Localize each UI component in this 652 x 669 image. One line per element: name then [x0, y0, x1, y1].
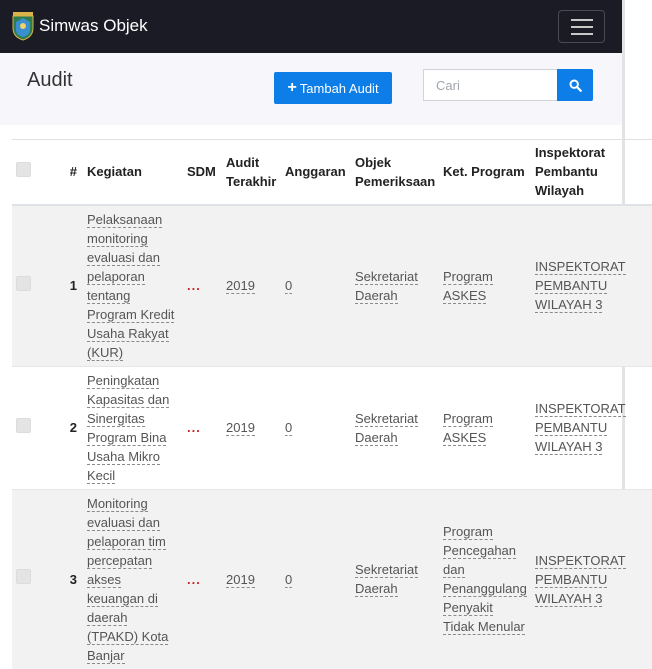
ket-program-link[interactable]: Program Pencegahan dan Penanggulang Penyakit Tidak Menular [443, 524, 527, 634]
column-header-anggaran[interactable]: Anggaran [281, 140, 351, 205]
sdm-cell[interactable] [183, 489, 222, 669]
anggaran-link[interactable]: 0 [285, 571, 293, 587]
kegiatan-link[interactable]: Pelaksanaan monitoring evaluasi dan pelaporan tentang Program Kredit Usaha Rakyat (KUR) [87, 211, 175, 360]
search-button[interactable] [557, 69, 593, 101]
sdm-cell[interactable] [183, 205, 222, 367]
audit-table-container [12, 139, 626, 663]
anggaran-cell[interactable] [281, 489, 351, 669]
sdm-link[interactable]: ... [187, 278, 201, 293]
objek-link[interactable]: Sekretariat Daerah [355, 410, 418, 445]
brand-title: Simwas Objek [39, 16, 148, 35]
kegiatan-link[interactable]: Monitoring evaluasi dan pelaporan tim percepatan akses keuangan di daerah (TPAKD) Kota Banjar [87, 495, 169, 663]
table-row [12, 366, 652, 489]
anggaran-link[interactable]: 0 [285, 420, 293, 435]
inspektorat-cell[interactable] [531, 366, 652, 489]
select-all-checkbox[interactable] [12, 140, 50, 205]
column-header-kegiatan[interactable]: Kegiatan [83, 140, 183, 205]
sdm-link[interactable]: ... [187, 420, 201, 435]
table-row [12, 205, 652, 367]
audit-terakhir-link[interactable]: 2019 [226, 571, 255, 587]
kegiatan-link[interactable]: Peningkatan Kapasitas dan Sinergitas Program Bina Usaha Mikro Kecil [87, 372, 170, 483]
inspektorat-link[interactable]: INSPEKTORAT PEMBANTU WILAYAH 3 [535, 259, 626, 312]
ket-program-link[interactable]: Program ASKES [443, 268, 493, 303]
column-header-ket-program[interactable]: Ket. Program [439, 140, 531, 205]
audit-terakhir-cell[interactable] [222, 366, 281, 489]
row-checkbox[interactable] [12, 489, 50, 669]
navbar [0, 0, 622, 53]
table-row [12, 489, 652, 669]
ket-program-cell[interactable] [439, 366, 531, 489]
audit-terakhir-link[interactable]: 2019 [226, 278, 255, 293]
objek-cell[interactable] [351, 489, 439, 669]
ket-program-cell[interactable] [439, 489, 531, 669]
column-header-inspektorat[interactable]: Inspektorat Pembantu Wilayah [531, 140, 652, 205]
page-title: Audit [27, 69, 73, 91]
menu-toggle-button[interactable] [558, 10, 605, 43]
sdm-cell[interactable] [183, 366, 222, 489]
objek-cell[interactable] [351, 205, 439, 367]
page-header [0, 53, 622, 125]
column-header-objek-pemeriksaan[interactable]: Objek Pemeriksaan [351, 140, 439, 205]
column-header-sdm[interactable]: SDM [183, 140, 222, 205]
search-icon [569, 79, 582, 92]
row-number: 2 [50, 366, 83, 489]
hamburger-icon [571, 19, 593, 21]
anggaran-link[interactable]: 0 [285, 278, 293, 293]
objek-link[interactable]: Sekretariat Daerah [355, 268, 418, 303]
add-audit-label: Tambah Audit [299, 80, 379, 96]
anggaran-cell[interactable] [281, 205, 351, 367]
audit-terakhir-cell[interactable] [222, 205, 281, 367]
row-checkbox[interactable] [12, 366, 50, 489]
audit-table [12, 139, 652, 669]
column-header-number[interactable]: # [50, 140, 83, 205]
kegiatan-cell[interactable] [83, 489, 183, 669]
row-number: 1 [50, 205, 83, 367]
inspektorat-cell[interactable] [531, 205, 652, 367]
row-checkbox[interactable] [12, 205, 50, 367]
city-emblem-icon [12, 12, 34, 40]
sdm-link[interactable]: ... [187, 571, 201, 587]
column-header-audit-terakhir[interactable]: Audit Terakhir [222, 140, 281, 205]
table-header-row [12, 140, 652, 205]
inspektorat-cell[interactable] [531, 489, 652, 669]
objek-cell[interactable] [351, 366, 439, 489]
brand[interactable] [12, 12, 148, 40]
inspektorat-link[interactable]: INSPEKTORAT PEMBANTU WILAYAH 3 [535, 552, 626, 606]
kegiatan-cell[interactable] [83, 205, 183, 367]
search-input[interactable] [423, 69, 558, 101]
audit-terakhir-link[interactable]: 2019 [226, 420, 255, 435]
inspektorat-link[interactable]: INSPEKTORAT PEMBANTU WILAYAH 3 [535, 401, 626, 454]
kegiatan-cell[interactable] [83, 366, 183, 489]
row-number: 3 [50, 489, 83, 669]
add-audit-button[interactable] [274, 72, 392, 104]
ket-program-cell[interactable] [439, 205, 531, 367]
audit-terakhir-cell[interactable] [222, 489, 281, 669]
anggaran-cell[interactable] [281, 366, 351, 489]
ket-program-link[interactable]: Program ASKES [443, 410, 493, 445]
plus-icon: + [287, 79, 297, 96]
objek-link[interactable]: Sekretariat Daerah [355, 562, 418, 596]
